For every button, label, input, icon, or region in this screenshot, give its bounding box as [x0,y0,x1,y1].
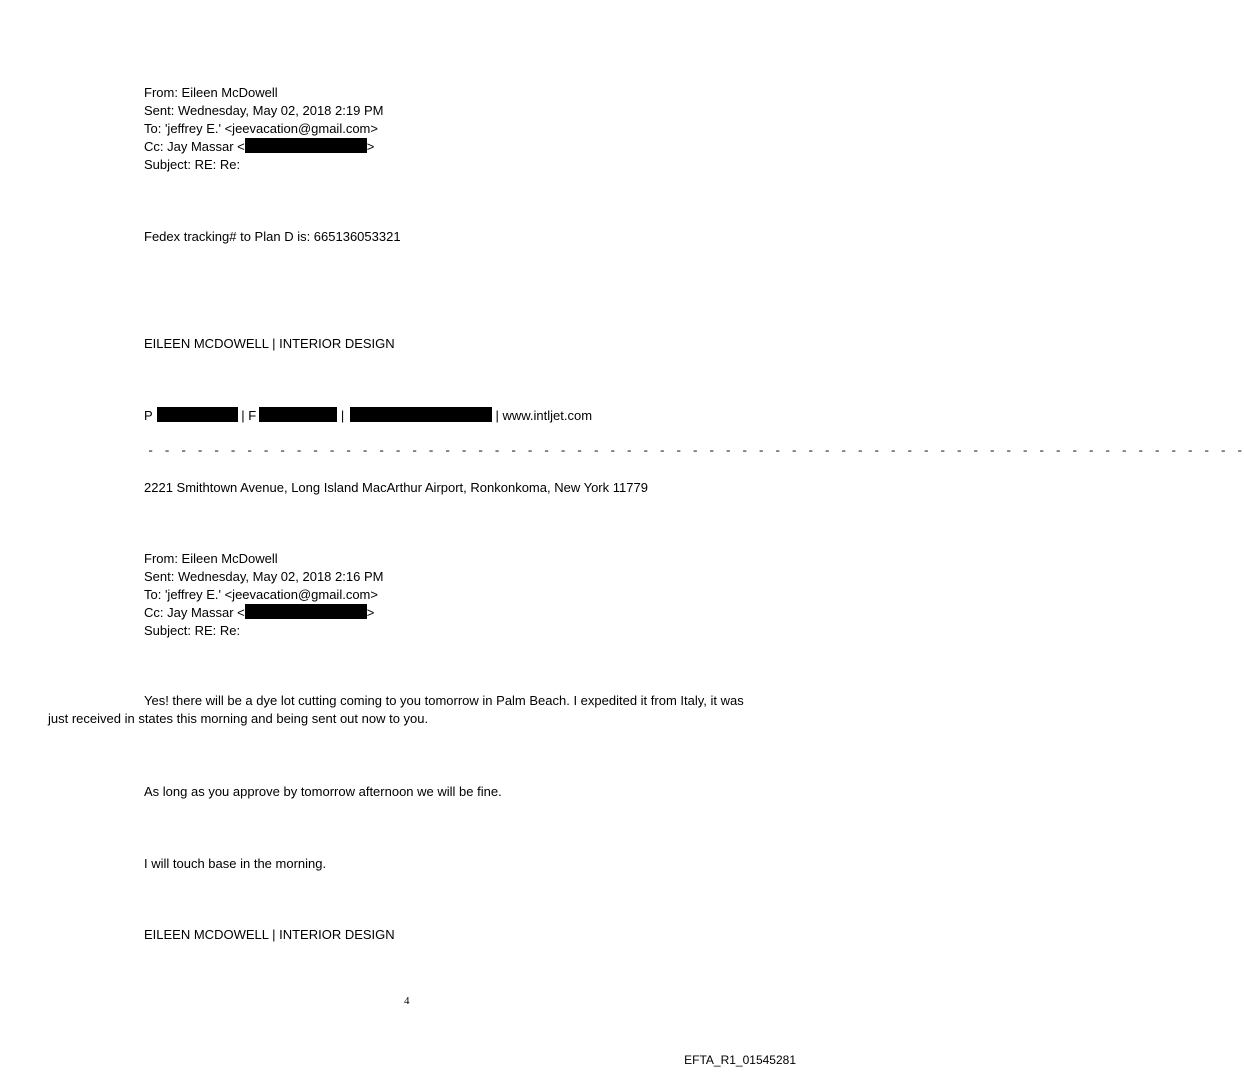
page-number: 4 [404,995,410,1007]
redaction-box [259,407,337,422]
to-line: To: 'jeffrey E.' <jeevacation@gmail.com> [144,587,378,602]
from-line: From: Eileen McDowell [144,85,278,100]
email-body-1: Fedex tracking# to Plan D is: 665136053321 [144,229,401,244]
email-body-paragraph: Yes! there will be a dye lot cutting coming to you tomorrow in Palm Beach. I expedited it from Italy, it was just received in states this morning and being sent out now to you. [48,693,744,726]
redaction-box [245,604,367,619]
document-id: EFTA_R1_01545281 [684,1053,796,1067]
cc-suffix: > [366,139,375,154]
sent-line: Sent: Wednesday, May 02, 2018 2:19 PM [144,103,384,118]
divider-line: - - - - - - - - - - - - - - - - - - - - - - - - - - - - - - - - - - - - - - - - - - - - - - - - - - - - - - - - - - - - - - - - - - - [147,444,1244,458]
to-line: To: 'jeffrey E.' <jeevacation@gmail.com> [144,121,378,136]
cc-prefix: Cc: Jay Massar < [144,139,245,154]
contact-line [144,407,592,425]
separator: | [340,408,345,423]
cc-line [144,604,383,622]
subject-line: Subject: RE: Re: [144,157,241,172]
email-header-2 [144,550,383,640]
cc-suffix: > [366,605,375,620]
signature-1: EILEEN MCDOWELL | INTERIOR DESIGN [144,336,395,351]
email-body-paragraph: I will touch base in the morning. [144,856,327,871]
subject-line: Subject: RE: Re: [144,623,241,638]
website-link[interactable]: | www.intljet.com [495,408,593,423]
address-line: 2221 Smithtown Avenue, Long Island MacArthur Airport, Ronkonkoma, New York 11779 [144,480,648,495]
email-body-paragraph: As long as you approve by tomorrow afternoon we will be fine. [144,784,502,799]
cc-line [144,138,383,156]
from-line: From: Eileen McDowell [144,551,278,566]
fax-label: | F [241,408,257,423]
sent-line: Sent: Wednesday, May 02, 2018 2:16 PM [144,569,384,584]
redaction-box [157,407,238,422]
signature-2: EILEEN MCDOWELL | INTERIOR DESIGN [144,927,395,942]
cc-prefix: Cc: Jay Massar < [144,605,245,620]
redaction-box [350,407,492,422]
email-header-1 [144,84,383,174]
phone-label: P [144,408,153,423]
redaction-box [245,138,367,153]
